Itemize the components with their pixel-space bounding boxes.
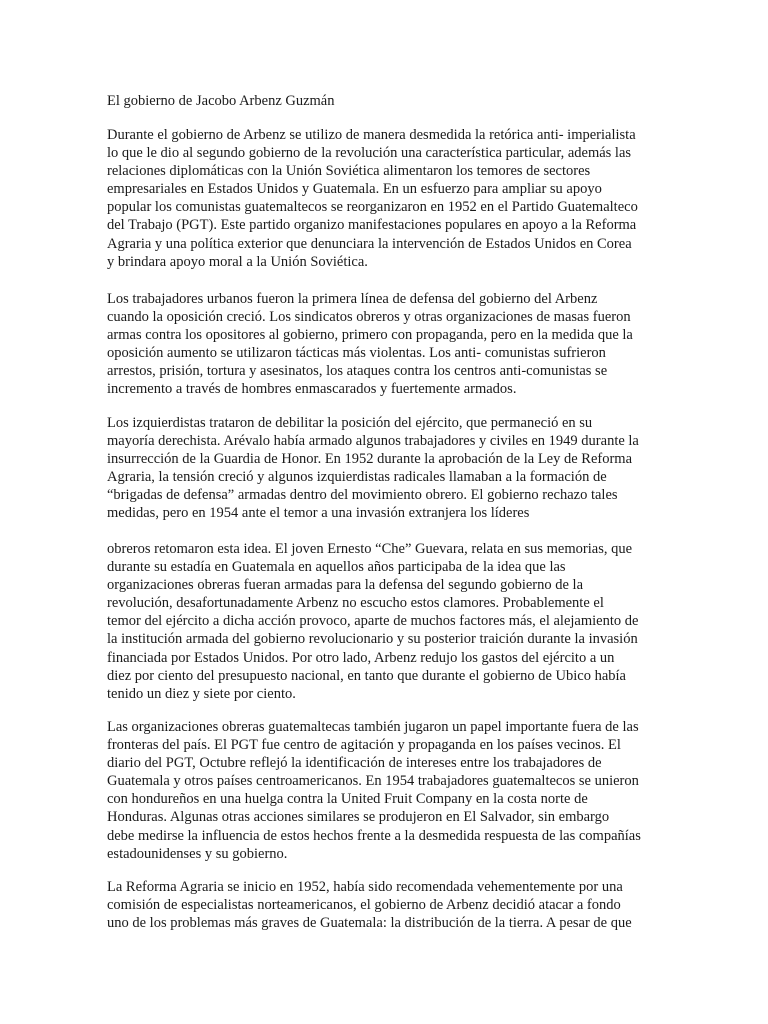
text-line: relaciones diplomáticas con la Unión Soviética alimentaron los temores de sectores — [107, 163, 591, 180]
text-line: “brigadas de defensa” armadas dentro del movimiento obrero. El gobierno rechazo tales — [107, 487, 618, 504]
text-line: Durante el gobierno de Arbenz se utilizo de manera desmedida la retórica anti- imperialista — [107, 127, 636, 143]
paragraph-5 — [107, 718, 667, 863]
text-line: temor del ejército a dicha acción provoco, aparte de muchos factores más, el alejamiento de — [107, 613, 639, 630]
text-line: mayoría derechista. Arévalo había armado algunos trabajadores y civiles en 1949 durante la — [107, 433, 639, 450]
text-line: Honduras. Algunas otras acciones similares se produjeron en El Salvador, sin embargo — [107, 809, 610, 826]
text-line: organizaciones obreras fueran armadas para la defensa del segundo gobierno de la — [107, 577, 584, 594]
text-line: durante su estadía en Guatemala en aquellos años participaba de la idea que las — [107, 559, 566, 576]
paragraph-4 — [107, 540, 667, 703]
paragraph-2 — [107, 290, 667, 399]
document-title: El gobierno de Jacobo Arbenz Guzmán — [107, 93, 335, 109]
text-line: diario del PGT, Octubre reflejó la identificación de intereses entre los trabajadores de — [107, 755, 602, 772]
paragraph-3 — [107, 414, 667, 523]
text-line: fronteras del país. El PGT fue centro de agitación y propaganda en los países vecinos. El — [107, 737, 621, 754]
text-line: diez por ciento del presupuesto nacional, en tanto que durante el gobierno de Ubico había — [107, 667, 626, 684]
text-line: armas contra los opositores al gobierno, primero con propaganda, pero en la medida que la — [107, 327, 633, 344]
text-line: y brindara apoyo moral a la Unión Soviética. — [107, 253, 368, 270]
text-line: la institución armada del gobierno revolucionario y su posterior traición durante la invasión — [107, 631, 638, 648]
text-line: Las organizaciones obreras guatemaltecas también jugaron un papel importante fuera de las — [107, 719, 639, 735]
text-line: debe medirse la influencia de estos hechos frente a la desmedida respuesta de las compañías — [107, 827, 641, 844]
text-line: popular los comunistas guatemaltecos se reorganizaron en 1952 en el Partido Guatemalteco — [107, 199, 638, 216]
text-line: obreros retomaron esta idea. El joven Ernesto “Che” Guevara, relata en sus memorias, que — [107, 541, 633, 557]
text-line: La Reforma Agraria se inicio en 1952, había sido recomendada vehementemente por una — [107, 879, 623, 895]
text-line: financiada por Estados Unidos. Por otro lado, Arbenz redujo los gastos del ejército a un — [107, 649, 615, 666]
text-line: con hondureños en una huelga contra la United Fruit Company en la costa norte de — [107, 791, 588, 808]
text-line: incremento a través de hombres enmascarados y fuertemente armados. — [107, 381, 517, 398]
text-line: Los izquierdistas trataron de debilitar la posición del ejército, que permaneció en su — [107, 415, 593, 431]
text-line: Agraria y una política exterior que denunciara la intervención de Estados Unidos en Corea — [107, 235, 632, 252]
text-line: cuando la oposición creció. Los sindicatos obreros y otras organizaciones de masas fueron — [107, 309, 631, 326]
text-line: del Trabajo (PGT). Este partido organizo manifestaciones populares en apoyo a la Reforma — [107, 217, 637, 234]
text-line: uno de los problemas más graves de Guatemala: la distribución de la tierra. A pesar de que — [107, 915, 632, 932]
text-line: arrestos, prisión, tortura y asesinatos, los ataques contra los centros anti-comunistas se — [107, 363, 608, 380]
text-line: medidas, pero en 1954 ante el temor a una invasión extranjera los líderes — [107, 505, 530, 522]
text-line: Agraria, la tensión creció y algunos izquierdistas radicales llamaban a la formación de — [107, 469, 607, 486]
text-line: Los trabajadores urbanos fueron la primera línea de defensa del gobierno del Arbenz — [107, 291, 598, 307]
text-line: tenido un diez y siete por ciento. — [107, 685, 296, 702]
text-line: estadounidenses y su gobierno. — [107, 845, 288, 862]
text-line: revolución, desafortunadamente Arbenz no escucho estos clamores. Probablemente el — [107, 595, 604, 612]
text-line: comisión de especialistas norteamericanos, el gobierno de Arbenz decidió atacar a fondo — [107, 897, 621, 914]
text-line: lo que le dio al segundo gobierno de la revolución una característica particular, además las — [107, 145, 632, 162]
text-line: oposición aumento se utilizaron tácticas más violentas. Los anti- comunistas sufrieron — [107, 345, 606, 362]
text-line: empresariales en Estados Unidos y Guatemala. En un esfuerzo para ampliar su apoyo — [107, 181, 602, 198]
paragraph-6 — [107, 878, 667, 932]
text-line: Guatemala y otros países centroamericanos. En 1954 trabajadores guatemaltecos se unieron — [107, 773, 639, 790]
paragraph-1 — [107, 126, 667, 271]
text-line: insurrección de la Guardia de Honor. En 1952 durante la aprobación de la Ley de Reforma — [107, 451, 633, 468]
